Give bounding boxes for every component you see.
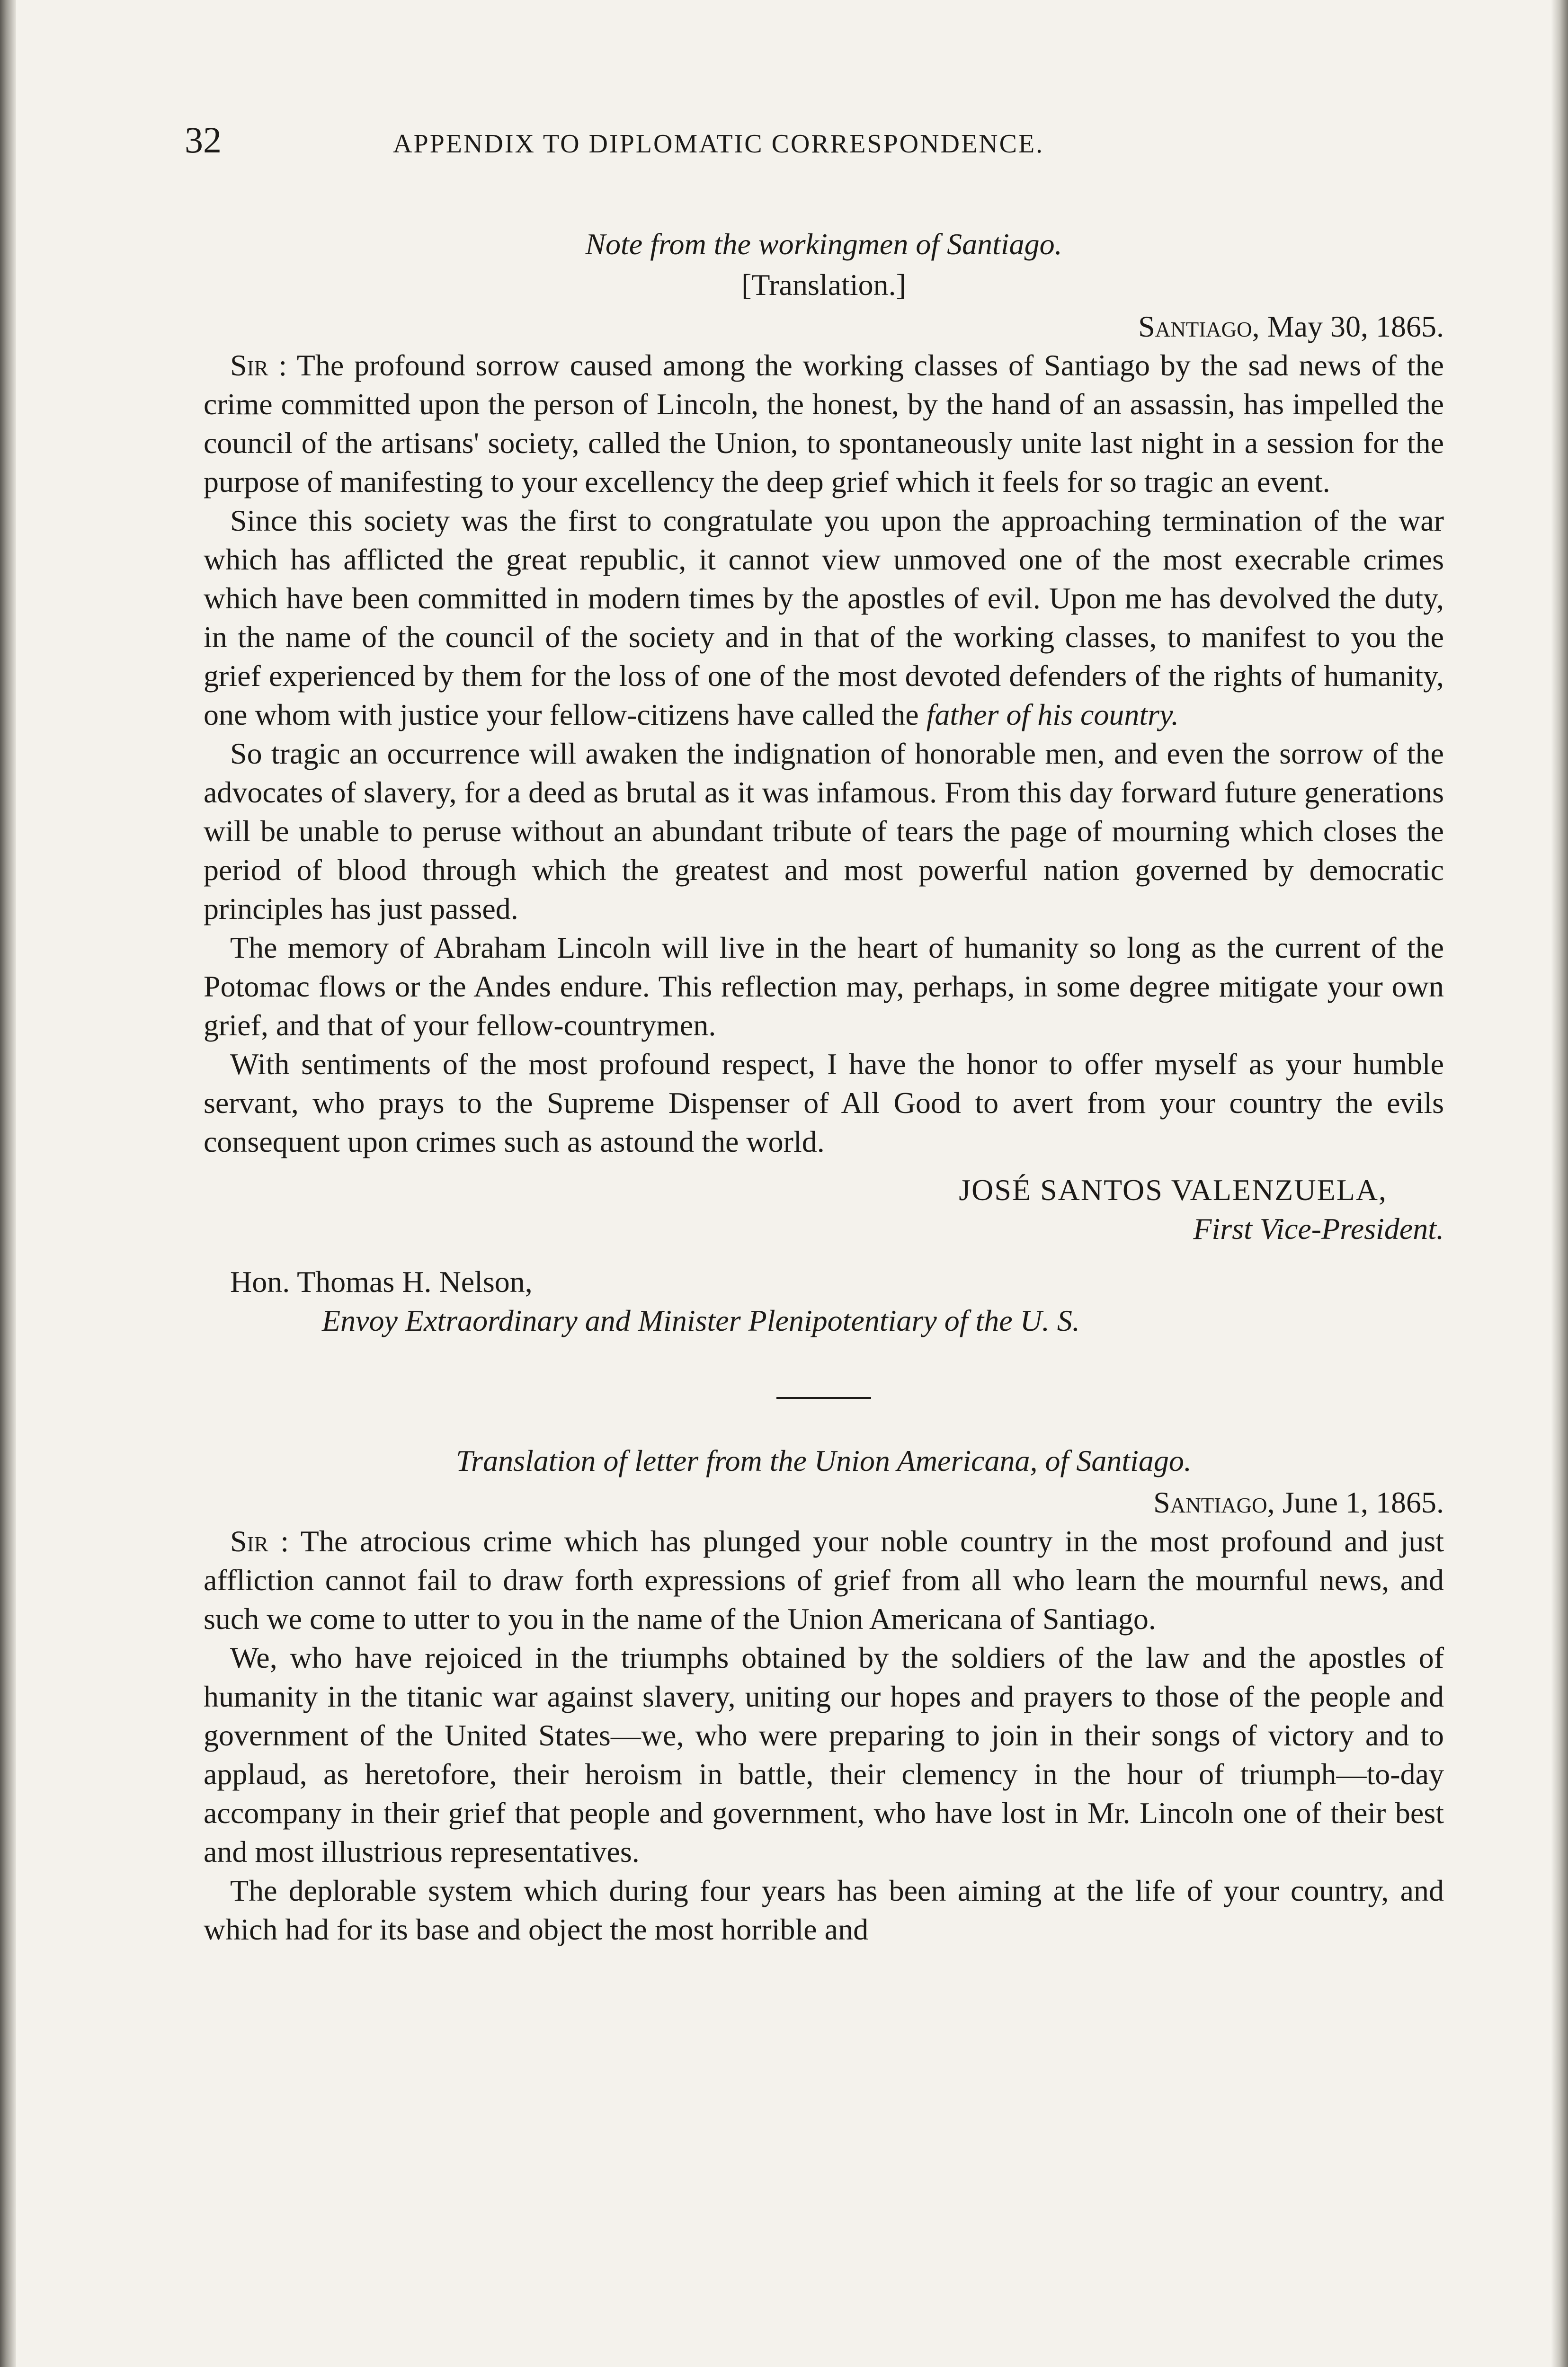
letter1-paragraph-3: So tragic an occurrence will awaken the indignation of honorable men, and even the sorrow of the advocates of slavery, for a deed as brutal as it was infamous. From this day forward future generations will be unable to peruse without an abundant tribute of tears the page of mourning which closes the period of blood through which the greatest and most powerful nation governed by democratic principles has just passed.	[204, 737, 1444, 925]
letter2-paragraph-2: We, who have rejoiced in the triumphs obtained by the soldiers of the law and the apostles of humanity in the titanic war against slavery, uniting our hopes and prayers to those of the people and government of the United States—we, who were preparing to join in their songs of victory and to applaud, as heretofore, their heroism in battle, their clemency in the hour of triumph—to-day accompany in their grief that people and government, who have lost in Mr. Lincoln one of their best and most illustrious representatives.	[204, 1641, 1444, 1869]
letter1-signature-title: First Vice-President.	[1193, 1212, 1444, 1246]
letter2-paragraph-1-text: The atrocious crime which has plunged your noble country in the most profound and just affliction cannot fail to draw forth expressions of grief from all who learn the mournful news, and such we come to utter to you in the name of the Union Americana of Santiago.	[204, 1524, 1444, 1636]
running-head	[185, 119, 1444, 178]
letter1-paragraph-2-italic: father of his country.	[926, 698, 1179, 731]
letter1-translation-note: [Translation.]	[741, 268, 906, 302]
letter1-signature-name: JOSÉ SANTOS VALENZUELA,	[959, 1173, 1387, 1207]
letter2-heading: Translation of letter from the Union Americana, of Santiago.	[456, 1444, 1192, 1477]
letter1-addressee-title: Envoy Extraordinary and Minister Plenipotentiary of the U. S.	[322, 1304, 1080, 1337]
page-number: 32	[185, 119, 222, 160]
running-head-title: APPENDIX TO DIPLOMATIC CORRESPONDENCE.	[393, 129, 1044, 159]
letter1-addressee-name: Hon. Thomas H. Nelson,	[230, 1265, 533, 1299]
letter1-paragraph-4: The memory of Abraham Lincoln will live in the heart of humanity so long as the current of the Potomac flows or the Andes endure. This reflection may, perhaps, in some degree mitigate your own grief, and that of your fellow-countrymen.	[204, 931, 1444, 1042]
page-binding-edge	[0, 0, 16, 2367]
letter1-dateline-date: May 30, 1865.	[1267, 310, 1444, 343]
letter2-salutation: Sir :	[230, 1524, 289, 1558]
letter1-paragraph-5: With sentiments of the most profound respect, I have the honor to offer myself as your humble servant, who prays to the Supreme Dispenser of All Good to avert from your country the evils consequent upon crimes such as astound the world.	[204, 1047, 1444, 1158]
letter1-dateline	[204, 307, 1444, 346]
letter1-salutation: Sir :	[230, 348, 287, 382]
letter1-paragraph-2	[204, 501, 1444, 734]
letter-workingmen	[204, 225, 1444, 1340]
page-right-edge	[1551, 0, 1568, 2367]
section-divider	[776, 1397, 871, 1399]
letter1-dateline-place: Santiago,	[1138, 310, 1260, 343]
letter1-heading: Note from the workingmen of Santiago.	[585, 227, 1062, 261]
letter2-paragraph-3: The deplorable system which during four years has been aiming at the life of your country, and which had for its base and object the most horrible and	[204, 1874, 1444, 1946]
letter2-paragraph-1	[204, 1522, 1444, 1638]
letter-union-americana	[204, 1442, 1444, 1949]
letter1-paragraph-1	[204, 346, 1444, 501]
letter2-dateline-place: Santiago,	[1153, 1486, 1275, 1519]
letter2-dateline	[204, 1483, 1444, 1522]
document-page	[185, 119, 1444, 1949]
letter2-dateline-date: June 1, 1865.	[1282, 1486, 1444, 1519]
letter1-paragraph-2-text: Since this society was the first to congratulate you upon the approaching termination of the war which has afflicted the great republic, it cannot view unmoved one of the most execrable crimes which have been committed in modern times by the apostles of evil. Upon me has devolved the duty, in the name of the council of the society and in that of the working classes, to manifest to you the grief experienced by them for the loss of one of the most devoted defenders of the rights of humanity, one whom with justice your fellow-citizens have called the	[204, 504, 1444, 731]
letter1-paragraph-1-text: The profound sorrow caused among the working classes of Santiago by the sad news of the crime committed upon the person of Lincoln, the honest, by the hand of an assassin, has impelled the council of the artisans' society, called the Union, to spontaneously unite last night in a session for the purpose of manifesting to your excellency the deep grief which it feels for so tragic an event.	[204, 348, 1444, 498]
